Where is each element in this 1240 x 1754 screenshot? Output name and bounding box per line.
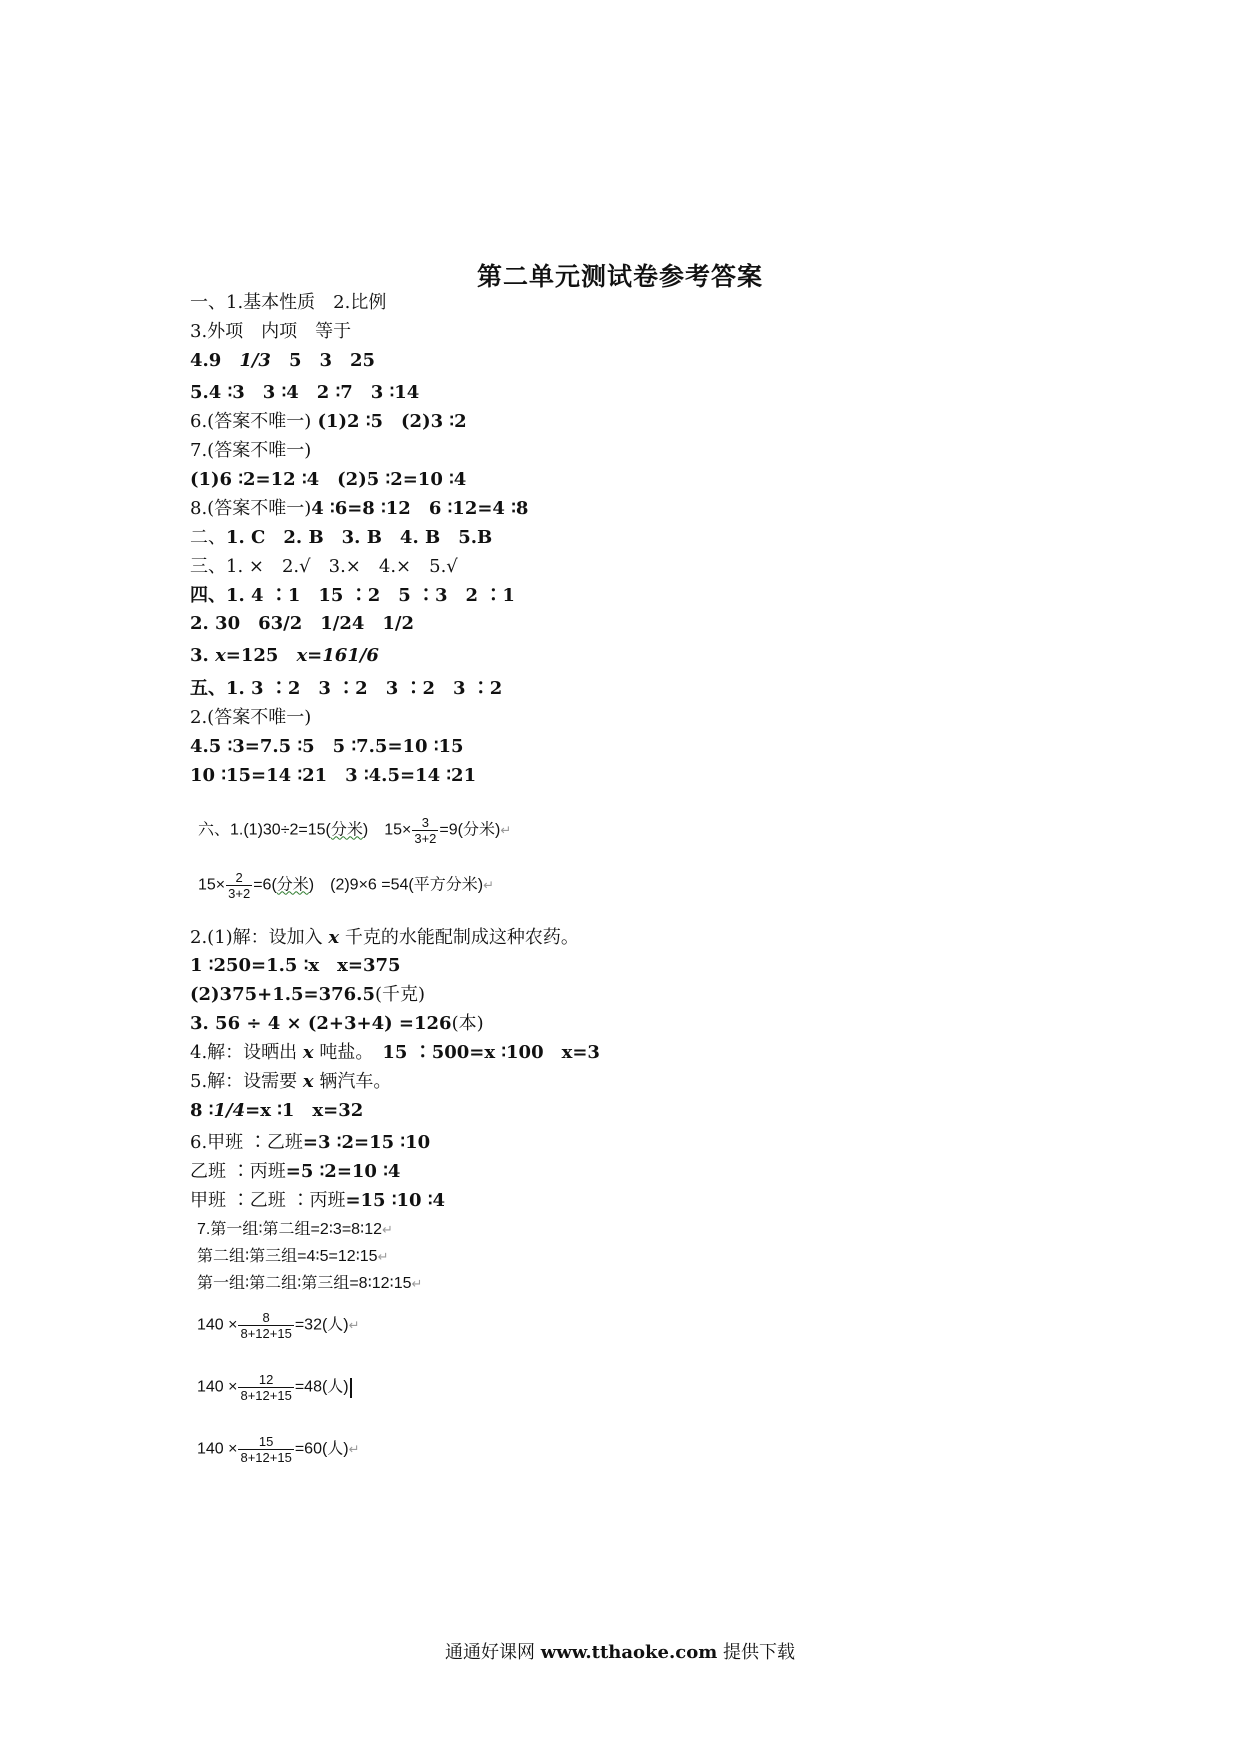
answer-6-7c: 第一组∶第二组∶第三组=8∶12∶15↵ xyxy=(197,1275,423,1292)
answer-5-2a: 4.5 ∶3=7.5 ∶5 5 ∶7.5=10 ∶15 xyxy=(190,736,464,757)
answer-2: 二、1. C 2. B 3. B 4. B 5.B xyxy=(190,527,493,548)
fraction: $\frac{2}{3+2}$ xyxy=(228,870,251,901)
answer-6-3: 3. 56 ÷ 4 × (2+3+4) =126(本) xyxy=(190,1013,484,1034)
answer-1-7-parts: (1)6 ∶2=12 ∶4 (2)5 ∶2=10 ∶4 xyxy=(190,469,467,490)
answer-1-3: 3.外项 内项 等于 xyxy=(190,321,352,342)
answer-6-7-calc2: 140 × $\frac{12}{8+12+15}$ =48(人) xyxy=(197,1372,352,1403)
answer-6-1-line1: 六、1.(1)30÷2=15(分米) 15× $\frac{3}{3+2}$ =9(分米)↵ xyxy=(198,815,512,846)
answer-1-1: 一、1.基本性质 2.比例 xyxy=(190,292,387,313)
answer-6-7a: 7.第一组∶第二组=2∶3=8∶12↵ xyxy=(197,1221,393,1238)
answer-5-1: 五、1. 3 ∶2 3 ∶2 3 ∶2 3 ∶2 xyxy=(190,678,503,699)
answer-6-7-calc1: 140 × $\frac{8}{8+12+15}$ =32(人)↵ xyxy=(197,1310,360,1341)
answer-6-5-eq: 8 ∶1/4=x ∶1 x=32 xyxy=(190,1100,364,1121)
answer-1-4: 4.9 1/3 5 3 25 xyxy=(190,350,376,371)
page-title: 第二单元测试卷参考答案 xyxy=(476,262,763,291)
fraction: $\frac{8}{8+12+15}$ xyxy=(240,1310,292,1341)
answer-6-7-calc3: 140 × $\frac{15}{8+12+15}$ =60(人)↵ xyxy=(197,1434,360,1465)
fraction: $\frac{15}{8+12+15}$ xyxy=(240,1434,292,1465)
answer-1-8: 8.(答案不唯一)4 ∶6=8 ∶12 6 ∶12=4 ∶8 xyxy=(190,498,529,519)
answer-4-3: 3. x=125 x=161/6 xyxy=(190,645,379,666)
footer: 通通好课网 www.tthaoke.com 提供下载 xyxy=(445,1642,795,1663)
answer-3: 三、1. × 2.√ 3.× 4.× 5.√ xyxy=(190,556,458,577)
answer-1-5: 5.4 ∶3 3 ∶4 2 ∶7 3 ∶14 xyxy=(190,382,420,403)
answer-6-1-line2: 15× $\frac{2}{3+2}$ =6(分米) (2)9×6 =54(平方分米)↵ xyxy=(198,870,494,901)
answer-6-7b: 第二组∶第三组=4∶5=12∶15↵ xyxy=(197,1248,389,1265)
answer-1-7: 7.(答案不唯一) xyxy=(190,440,312,461)
answer-5-2: 2.(答案不唯一) xyxy=(190,707,312,728)
fraction: $\frac{12}{8+12+15}$ xyxy=(240,1372,292,1403)
answer-6-2-part2: (2)375+1.5=376.5(千克) xyxy=(190,984,426,1005)
footer-link[interactable]: www.tthaoke.com xyxy=(540,1642,718,1663)
answer-4-1: 四、1. 4 ∶1 15 ∶2 5 ∶3 2 ∶1 xyxy=(190,585,515,606)
answer-6-6c: 甲班 ∶乙班 ∶丙班=15 ∶10 ∶4 xyxy=(190,1190,446,1211)
answer-6-4: 4.解：设晒出 x 吨盐。 15 ∶500=x ∶100 x=3 xyxy=(190,1042,600,1063)
text-cursor xyxy=(350,1378,352,1398)
fraction: $\frac{3}{3+2}$ xyxy=(414,815,437,846)
answer-6-5: 5.解：设需要 x 辆汽车。 xyxy=(190,1071,392,1092)
answer-4-2: 2. 30 63/2 1/24 1/2 xyxy=(190,613,415,634)
answer-6-2-eq: 1 ∶250=1.5 ∶x x=375 xyxy=(190,955,401,976)
answer-6-6b: 乙班 ∶丙班=5 ∶2=10 ∶4 xyxy=(190,1161,401,1182)
answer-6-2: 2.(1)解：设加入 x 千克的水能配制成这种农药。 xyxy=(190,927,579,948)
answer-1-6: 6.(答案不唯一) (1)2 ∶5 (2)3 ∶2 xyxy=(190,411,467,432)
answer-6-6a: 6.甲班 ∶乙班=3 ∶2=15 ∶10 xyxy=(190,1132,431,1153)
answer-5-2b: 10 ∶15=14 ∶21 3 ∶4.5=14 ∶21 xyxy=(190,765,477,786)
